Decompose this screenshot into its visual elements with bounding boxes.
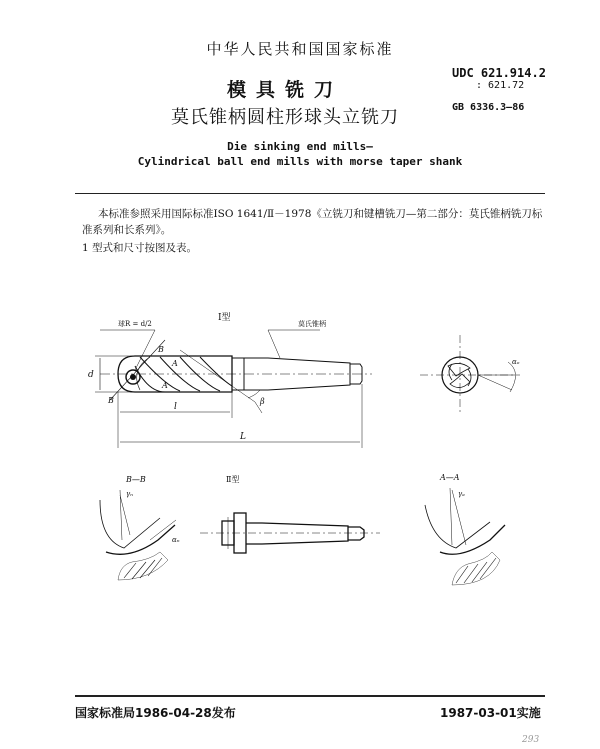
reference-paragraph: 本标准参照采用国际标准ISO 1641/Ⅱ－1978《立铣刀和键槽铣刀—第二部分：莫氏锥柄铣刀标 [98, 208, 543, 220]
title-cn-sub: 莫氏锥柄圆柱形球头立铣刀 [171, 107, 399, 128]
section-bb-label: B—B [126, 475, 146, 484]
end-relief-angle-label: αₒ [512, 358, 520, 366]
type-2-label: Ⅱ型 [226, 475, 240, 484]
title-en-line2: Cylindrical ball end mills with morse taper shank [137, 155, 463, 168]
page-number: 293 [522, 735, 540, 745]
section-b-marker-lower: B [108, 396, 114, 405]
rake-angle-bb-label: γₙ [126, 490, 134, 498]
section-aa-label: A—A [440, 473, 460, 482]
relief-angle-bb-label: αₙ [172, 536, 180, 544]
reference-paragraph-cont: 准系列和长系列》。 [82, 224, 172, 236]
cutting-length-label: l [174, 402, 177, 412]
udc-sub-code: : 621.72 [476, 80, 525, 91]
national-standard-heading: 中华人民共和国国家标准 [206, 40, 394, 58]
implementation-date: 1987-03-01实施 [440, 706, 541, 720]
title-en-line1: Die sinking end mills— [227, 140, 373, 153]
gb-standard-code: GB 6336.3—86 [452, 102, 525, 113]
type-1-label: Ⅰ型 [218, 313, 231, 323]
ball-radius-label: 球R = d/2 [118, 320, 152, 328]
section-a-marker: A [172, 359, 178, 368]
tool-drawing [0, 300, 600, 600]
taper-shank-label: 莫氏锥柄 [298, 320, 326, 328]
title-cn-main: 模具铣刀 [226, 79, 343, 101]
footer-divider [75, 695, 545, 697]
rake-angle-aa-label: γₐ [458, 490, 465, 498]
total-length-label: L [240, 432, 246, 442]
issued-date: 国家标准局1986-04-28发布 [75, 706, 236, 720]
section-1-text: 1 型式和尺寸按图及表。 [82, 242, 198, 254]
section-a-marker-lower: A [162, 381, 168, 390]
udc-code: UDC 621.914.2 [452, 66, 546, 80]
section-b-marker: B [158, 345, 164, 354]
helix-angle-label: β [260, 397, 265, 406]
diameter-label: d [88, 370, 94, 380]
header-divider [75, 193, 545, 194]
